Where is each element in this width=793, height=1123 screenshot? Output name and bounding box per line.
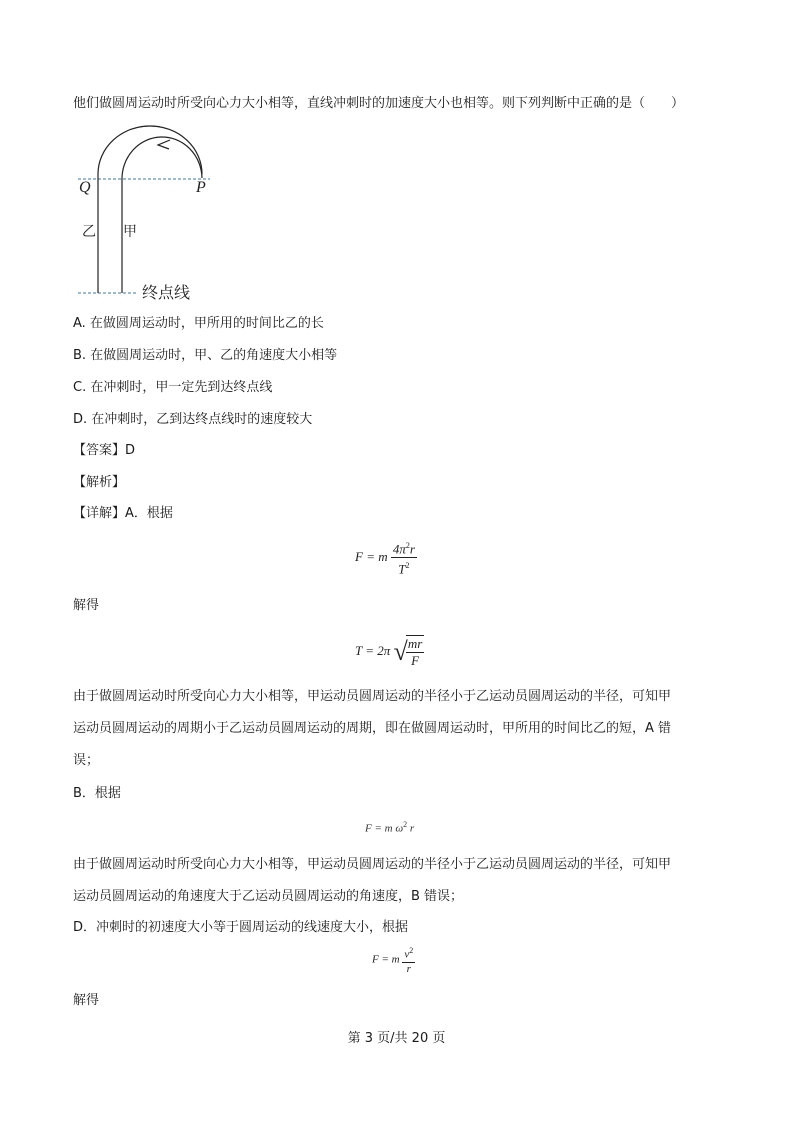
para-1-line-2: 运动员圆周运动的周期小于乙运动员圆周运动的周期，即在做圆周运动时，甲所用的时间比乙的短，A 错 xyxy=(73,721,672,736)
inner-track xyxy=(122,137,202,293)
formula-2: T = 2π √ $\frac{mr}{F}$ xyxy=(355,636,423,668)
detail-line-1: 【详解】A．根据 xyxy=(73,506,173,521)
formula-1: F = m $\frac{4\pi^2r}{T^2}$ xyxy=(355,538,417,578)
label-jia: 甲 xyxy=(123,224,137,240)
formula-3: F = m $\omega^2$ r xyxy=(365,820,415,835)
option-d: D. 在冲刺时，乙到达终点线时的速度较大 xyxy=(73,412,313,427)
d-line: D．冲刺时的初速度大小等于圆周运动的线速度大小，根据 xyxy=(73,920,409,935)
answer: 【答案】D xyxy=(73,443,136,458)
option-c: C. 在冲刺时，甲一定先到达终点线 xyxy=(73,380,273,395)
formula-4: F = m $\frac{v^2}{r}$ xyxy=(372,946,414,975)
solve-2: 解得 xyxy=(73,993,100,1008)
page-footer: 第 3 页/共 20 页 xyxy=(347,1031,446,1046)
label-yi: 乙 xyxy=(82,224,96,240)
para-1-line-1: 由于做圆周运动时所受向心力大小相等，甲运动员圆周运动的半径小于乙运动员圆周运动的半径，可知甲 xyxy=(73,689,672,704)
analysis-tag: 【解析】 xyxy=(73,475,126,490)
label-p: P xyxy=(196,179,206,196)
outer-track xyxy=(98,126,202,293)
direction-arrow xyxy=(158,140,170,149)
track-figure xyxy=(70,118,220,303)
para-1-line-3: 误； xyxy=(73,753,100,768)
solve-1: 解得 xyxy=(73,598,100,613)
option-a: A. 在做圆周运动时，甲所用的时间比乙的长 xyxy=(73,316,324,331)
para-2-line-1: 由于做圆周运动时所受向心力大小相等，甲运动员圆周运动的半径小于乙运动员圆周运动的半径，可知甲 xyxy=(73,857,672,872)
para-2-line-2: 运动员圆周运动的角速度大于乙运动员圆周运动的角速度，B 错误； xyxy=(73,889,464,904)
label-q: Q xyxy=(79,179,91,196)
question-stem: 他们做圆周运动时所受向心力大小相等，直线冲刺时的加速度大小也相等。则下列判断中正确的是（ ） xyxy=(73,96,685,111)
b-line: B．根据 xyxy=(73,786,121,801)
option-b: B. 在做圆周运动时，甲、乙的角速度大小相等 xyxy=(73,348,338,363)
label-finish: 终点线 xyxy=(142,283,191,302)
